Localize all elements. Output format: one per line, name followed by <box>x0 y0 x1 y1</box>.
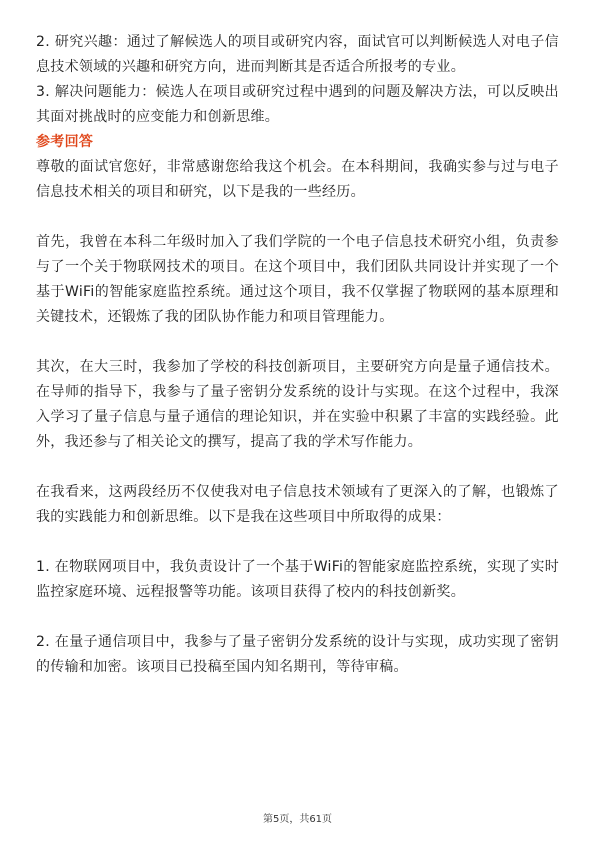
answer-paragraph-quantum-project: 其次，在大三时，我参加了学校的科技创新项目，主要研究方向是量子通信技术。在导师的指导下，我参与了量子密钥分发系统的设计与实现。在这个过程中，我深入学习了量子信息与量子通信的理论知识，并在实验中积累了丰富的实践经验。此外，我还参与了相关论文的撰写，提高了我的学术写作能力。 <box>36 359 559 450</box>
page-number-footer: 第5页，共61页 <box>262 814 333 825</box>
list-item-problem-solving: 3. 解决问题能力：候选人在项目或研究过程中遇到的问题及解决方法，可以反映出其面对挑战时的应变能力和创新思维。 <box>36 84 559 125</box>
answer-paragraph-reflection: 在我看来，这两段经历不仅使我对电子信息技术领域有了更深入的了解，也锻炼了我的实践能力和创新思维。以下是我在这些项目中所取得的成果： <box>36 484 559 525</box>
paragraph-spacer <box>36 530 559 555</box>
answer-paragraph-iot-project: 首先，我曾在本科二年级时加入了我们学院的一个电子信息技术研究小组，负责参与了一个关于物联网技术的项目。在这个项目中，我们团队共同设计并实现了一个基于WiFi的智能家庭监控系统。通过这个项目，我不仅掌握了物联网的基本原理和关键技术，还锻炼了我的团队协作能力和项目管理能力。 <box>36 234 559 325</box>
page-content <box>36 30 559 680</box>
list-item-research-interest: 2. 研究兴趣：通过了解候选人的项目或研究内容，面试官可以判断候选人对电子信息技术领域的兴趣和研究方向，进而判断其是否适合所报考的专业。 <box>36 34 559 75</box>
section-heading-reference-answer: 参考回答 <box>36 134 94 150</box>
paragraph-spacer <box>36 205 559 230</box>
paragraph-spacer <box>36 605 559 630</box>
answer-intro-paragraph: 尊敬的面试官您好，非常感谢您给我这个机会。在本科期间，我确实参与过与电子信息技术相关的项目和研究，以下是我的一些经历。 <box>36 159 559 200</box>
paragraph-spacer <box>36 330 559 355</box>
paragraph-spacer <box>36 455 559 480</box>
answer-achievement-quantum: 2. 在量子通信项目中，我参与了量子密钥分发系统的设计与实现，成功实现了密钥的传输和加密。该项目已投稿至国内知名期刊，等待审稿。 <box>36 634 559 675</box>
answer-achievement-iot: 1. 在物联网项目中，我负责设计了一个基于WiFi的智能家庭监控系统，实现了实时监控家庭环境、远程报警等功能。该项目获得了校内的科技创新奖。 <box>36 559 559 600</box>
